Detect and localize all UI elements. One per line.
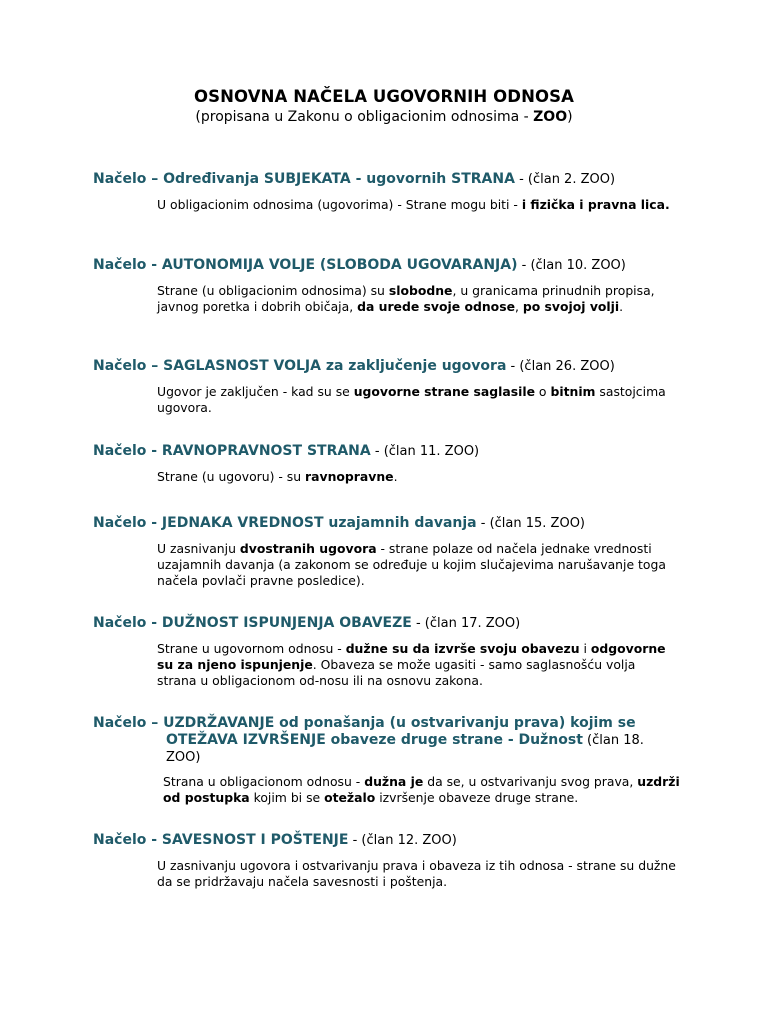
body-text: . bbox=[393, 469, 398, 484]
principle-8 bbox=[93, 832, 693, 890]
principle-6 bbox=[93, 615, 693, 689]
body-text-bold: dužna je bbox=[364, 774, 424, 789]
principle-article: - (član 2. ZOO) bbox=[514, 172, 616, 187]
body-text-bold: da urede svoje odnose bbox=[357, 299, 515, 314]
principle-heading bbox=[93, 443, 693, 460]
body-text: - strane polaze od načela jednake vrednosti uzajamnih davanja (a zakonom se određuje u kojim slučajevima narušavanje toga načela povlači pravne posledice). bbox=[157, 541, 666, 588]
principle-body bbox=[157, 283, 677, 315]
principle-heading-text: Načelo - RAVNOPRAVNOST STRANA bbox=[93, 443, 371, 459]
principle-article-2: ZOO) bbox=[166, 750, 201, 765]
body-text-bold: po svojoj volji bbox=[522, 299, 620, 314]
principle-article: - (član 15. ZOO) bbox=[476, 516, 585, 531]
body-text: izvršenje obaveze druge strane. bbox=[375, 790, 579, 805]
body-text-bold: dvostranih ugovora bbox=[239, 541, 377, 556]
principle-body bbox=[163, 774, 683, 806]
body-text-bold: slobodne bbox=[388, 283, 453, 298]
body-text: Strana u obligacionom odnosu - bbox=[163, 774, 365, 789]
body-text-bold: ugovorne strane saglasile bbox=[353, 384, 535, 399]
body-text: sastojcima ugovora. bbox=[157, 384, 666, 415]
principle-7 bbox=[93, 715, 693, 806]
body-text-bold: dužne su da izvrše svoju obavezu bbox=[345, 641, 580, 656]
body-text: U obligacionim odnosima (ugovorima) - Strane mogu biti - bbox=[157, 197, 522, 212]
principle-article: (član 18. bbox=[582, 733, 644, 748]
principle-heading-text: Načelo - AUTONOMIJA VOLJE (SLOBODA UGOVARANJA) bbox=[93, 257, 518, 273]
principle-2 bbox=[93, 257, 693, 315]
principle-heading-text: Načelo - SAVESNOST I POŠTENJE bbox=[93, 832, 349, 848]
principle-article: - (član 26. ZOO) bbox=[506, 359, 615, 374]
principle-heading bbox=[93, 515, 693, 532]
page-title: OSNOVNA NAČELA UGOVORNIH ODNOSA bbox=[194, 87, 574, 106]
body-text: Strane (u ugovoru) - su bbox=[157, 469, 306, 484]
subtitle-after: ) bbox=[567, 109, 573, 125]
principle-heading bbox=[93, 615, 693, 632]
principle-1 bbox=[93, 171, 693, 213]
principle-heading bbox=[93, 832, 693, 849]
principle-heading bbox=[93, 171, 693, 188]
principle-heading-text: Načelo - DUŽNOST ISPUNJENJA OBAVEZE bbox=[93, 615, 412, 631]
body-text: . bbox=[619, 299, 624, 314]
body-text-bold: uzdrži od postupka bbox=[163, 774, 680, 805]
subtitle-before: (propisana u Zakonu o obligacionim odnosima - bbox=[195, 109, 534, 125]
body-text: o bbox=[534, 384, 551, 399]
principle-body bbox=[157, 384, 677, 416]
body-text: Strane (u obligacionim odnosima) su bbox=[157, 283, 389, 298]
body-text-bold: i fizička i pravna lica. bbox=[521, 197, 670, 212]
principle-heading-text: Načelo – UZDRŽAVANJE od ponašanja (u ostvarivanju prava) kojim se bbox=[93, 715, 636, 731]
subtitle-bold: ZOO bbox=[533, 109, 568, 125]
body-text: kojim bi se bbox=[249, 790, 325, 805]
principle-heading-text-2: OTEŽAVA IZVRŠENJE obaveze druge strane - Dužnost bbox=[166, 732, 583, 748]
principle-article: - (član 17. ZOO) bbox=[411, 616, 521, 631]
body-text-bold: otežalo bbox=[324, 790, 376, 805]
body-text: , u granicama prinudnih propisa, javnog poretka i dobrih običaja, bbox=[157, 283, 655, 314]
body-text: da se, u ostvarivanju svog prava, bbox=[423, 774, 638, 789]
body-text: Strane u ugovornom odnosu - bbox=[157, 641, 346, 656]
principle-article: - (član 12. ZOO) bbox=[348, 833, 457, 848]
body-text-bold: bitnim bbox=[550, 384, 596, 399]
principle-3 bbox=[93, 358, 693, 416]
principle-body bbox=[157, 541, 677, 589]
principle-heading-text: Načelo - JEDNAKA VREDNOST uzajamnih davanja bbox=[93, 515, 477, 531]
body-text-bold: odgovorne su za njeno ispunjenje bbox=[157, 641, 666, 672]
principle-4 bbox=[93, 443, 693, 485]
principle-heading-continued bbox=[93, 732, 693, 766]
principle-body bbox=[157, 858, 677, 890]
principle-heading-text: Načelo – SAGLASNOST VOLJA za zaključenje ugovora bbox=[93, 358, 507, 374]
body-text: U zasnivanju ugovora i ostvarivanju prava i obaveza iz tih odnosa - strane su dužne da se pridržavaju načela savesnosti i poštenja. bbox=[157, 858, 676, 889]
body-text: . Obaveza se može ugasiti - samo saglasnošću volja strana u obligacionom od-nosu ili na osnovu zakona. bbox=[157, 657, 636, 688]
principle-heading bbox=[93, 715, 693, 766]
page-subtitle bbox=[0, 109, 768, 125]
principle-heading bbox=[93, 257, 693, 274]
principle-body bbox=[157, 469, 677, 485]
principle-article: - (član 11. ZOO) bbox=[370, 444, 480, 459]
principle-heading bbox=[93, 358, 693, 375]
principle-body bbox=[157, 641, 677, 689]
principle-heading-text: Načelo – Određivanja SUBJEKATA - ugovornih STRANA bbox=[93, 171, 515, 187]
body-text-bold: ravnopravne bbox=[305, 469, 394, 484]
body-text: Ugovor je zaključen - kad su se bbox=[157, 384, 354, 399]
principle-article: - (član 10. ZOO) bbox=[517, 258, 626, 273]
body-text: i bbox=[579, 641, 591, 656]
body-text: U zasnivanju bbox=[157, 541, 240, 556]
body-text: , bbox=[514, 299, 523, 314]
principle-5 bbox=[93, 515, 693, 589]
principle-body bbox=[157, 197, 677, 213]
